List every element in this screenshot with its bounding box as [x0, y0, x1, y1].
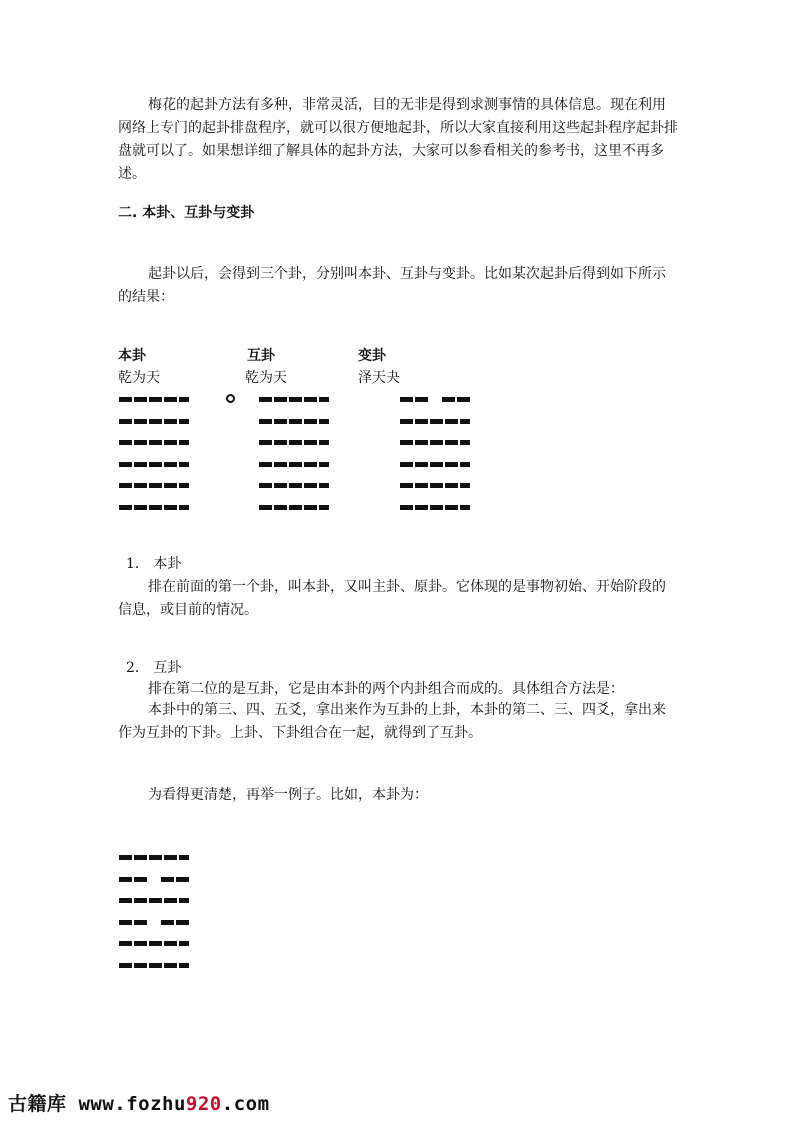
- hu-gua-title: 互卦: [247, 348, 275, 364]
- site-url[interactable]: [78, 1093, 269, 1115]
- intro-paragraph: 梅花的起卦方法有多种，非常灵活，目的无非是得到求测事情的具体信息。现在利用网络上专门的起卦排盘程序，就可以很方便地起卦，所以大家直接利用这些起卦程序起卦排盘就可以了。如果想详细了解具体的起卦方法，大家可以参看相关的参考书，这里不再多述。: [118, 97, 678, 182]
- yang-line: [400, 505, 470, 510]
- url-prefix: www.fozhu: [78, 1093, 186, 1115]
- url-suffix: .com: [221, 1093, 270, 1115]
- yang-line: [119, 898, 189, 903]
- item2-body1: 排在第二位的是互卦，它是由本卦的两个内卦组合而成的。具体组合方法是：: [148, 681, 624, 697]
- site-name: 古籍库: [8, 1093, 67, 1115]
- yang-line: [400, 440, 470, 445]
- yang-line: [259, 483, 329, 488]
- section-heading: 二. 本卦、互卦与变卦: [118, 205, 255, 221]
- section-intro: 起卦以后，会得到三个卦，分别叫本卦、互卦与变卦。比如某次起卦后得到如下所示的结果：: [118, 266, 666, 305]
- item2-number: 2．: [126, 660, 149, 676]
- item1-heading: [126, 553, 686, 576]
- yin-line: [400, 397, 470, 402]
- item1-title: 本卦: [153, 556, 182, 572]
- yang-line: [119, 440, 189, 445]
- yang-line: [119, 483, 189, 488]
- yang-line: [119, 397, 189, 402]
- item1-number: 1．: [126, 556, 149, 572]
- ben-gua-name: 乾为天: [118, 370, 160, 386]
- yang-line: [119, 419, 189, 424]
- yang-line: [259, 419, 329, 424]
- yang-line: [119, 505, 189, 510]
- yin-line: [119, 920, 189, 925]
- moving-line-marker: [226, 394, 235, 403]
- yang-line: [119, 941, 189, 946]
- yang-line: [259, 505, 329, 510]
- bian-gua-title: 变卦: [358, 348, 386, 364]
- yin-line: [119, 877, 189, 882]
- ben-gua-title: 本卦: [118, 348, 146, 364]
- yang-line: [400, 419, 470, 424]
- yang-line: [400, 483, 470, 488]
- item2-title: 互卦: [153, 660, 182, 676]
- yang-line: [259, 397, 329, 402]
- yang-line: [119, 462, 189, 467]
- item1-body: 排在前面的第一个卦，叫本卦，又叫主卦、原卦。它体现的是事物初始、开始阶段的信息，或目前的情况。: [118, 579, 666, 618]
- yang-line: [400, 462, 470, 467]
- item2-heading: [126, 657, 686, 680]
- hu-gua-name: 乾为天: [245, 370, 287, 386]
- url-digits: 920: [185, 1093, 222, 1115]
- yang-line: [259, 440, 329, 445]
- yang-line: [119, 963, 189, 968]
- yang-line: [119, 855, 189, 860]
- item2-body2: 本卦中的第三、四、五爻，拿出来作为互卦的上卦，本卦的第二、三、四爻，拿出来作为互卦的下卦。上卦、下卦组合在一起，就得到了互卦。: [118, 702, 666, 741]
- example-intro: 为看得更清楚，再举一例子。比如，本卦为：: [148, 787, 428, 803]
- site-footer: [8, 1089, 270, 1116]
- bian-gua-name: 泽天夬: [358, 370, 400, 386]
- yang-line: [259, 462, 329, 467]
